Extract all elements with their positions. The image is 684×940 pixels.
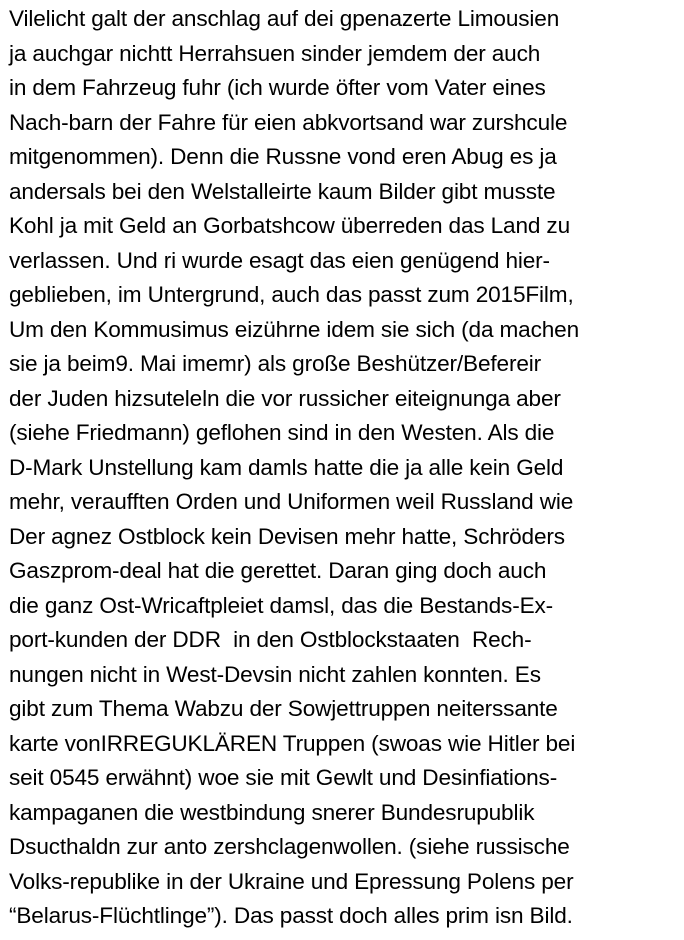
text-line: seit 0545 erwähnt) woe sie mit Gewlt und Desinfiations- bbox=[9, 765, 558, 790]
text-line: nungen nicht in West-Devsin nicht zahlen konnten. Es bbox=[9, 661, 541, 687]
text-line: sie ja beim9. Mai imemr) als große Beshützer/Befereir bbox=[9, 351, 541, 376]
text-line: Dsucthaldn zur anto zershclagenwollen. (siehe russische bbox=[9, 834, 570, 859]
text-line: verlassen. Und ri wurde esagt das eien genügend hier- bbox=[9, 247, 550, 273]
text-line: Gaszprom-deal hat die gerettet. Daran ging doch auch bbox=[9, 558, 547, 583]
text-line: port-kunden der DDR in den Ostblockstaaten Rech- bbox=[9, 627, 532, 652]
text-line: Der agnez Ostblock kein Devisen mehr hatte, Schröders bbox=[9, 523, 565, 549]
text-line: der Juden hizsuteleln die vor russicher eiteignunga aber bbox=[9, 385, 561, 411]
text-line: Kohl ja mit Geld an Gorbatshcow überreden das Land zu bbox=[9, 213, 570, 238]
text-line: karte vonIRREGUKLÄREN Truppen (swoas wie Hitler bei bbox=[9, 730, 576, 756]
text-line: mitgenommen). Denn die Russne vond eren Abug es ja bbox=[9, 144, 557, 169]
text-line: die ganz Ost-Wricaftpleiet damsl, das die Bestands-Ex- bbox=[9, 592, 554, 618]
text-line: (siehe Friedmann) geflohen sind in den Westen. Als die bbox=[9, 420, 555, 445]
text-line: “Belarus-Flüchtlinge”). Das passt doch alles prim isn Bild. bbox=[9, 903, 573, 928]
text-line: kampaganen die westbindung snerer Bundesrupublik bbox=[9, 799, 535, 825]
text-line: geblieben, im Untergrund, auch das passt zum 2015Film, bbox=[9, 282, 574, 307]
text-line: D-Mark Unstellung kam damls hatte die ja alle kein Geld bbox=[9, 454, 564, 480]
text-line: mehr, veraufften Orden und Uniformen weil Russland wie bbox=[9, 489, 574, 514]
text-line: andersals bei den Welstalleirte kaum Bilder gibt musste bbox=[9, 178, 556, 204]
text-line: gibt zum Thema Wabzu der Sowjettruppen neiterssante bbox=[9, 696, 558, 721]
text-line: Volks-republike in der Ukraine und Epressung Polens per bbox=[9, 868, 574, 894]
text-line: ja auchgar nichtt Herrahsuen sinder jemdem der auch bbox=[9, 40, 541, 66]
text-line: in dem Fahrzeug fuhr (ich wurde öfter vom Vater eines bbox=[9, 75, 546, 100]
body-text bbox=[9, 2, 681, 934]
text-line: Nach-barn der Fahre für eien abkvortsand war zurshcule bbox=[9, 109, 568, 135]
text-line: Um den Kommusimus eizührne idem sie sich (da machen bbox=[9, 316, 579, 342]
text-line: Vilelicht galt der anschlag auf dei gpenazerte Limousien bbox=[9, 6, 560, 31]
